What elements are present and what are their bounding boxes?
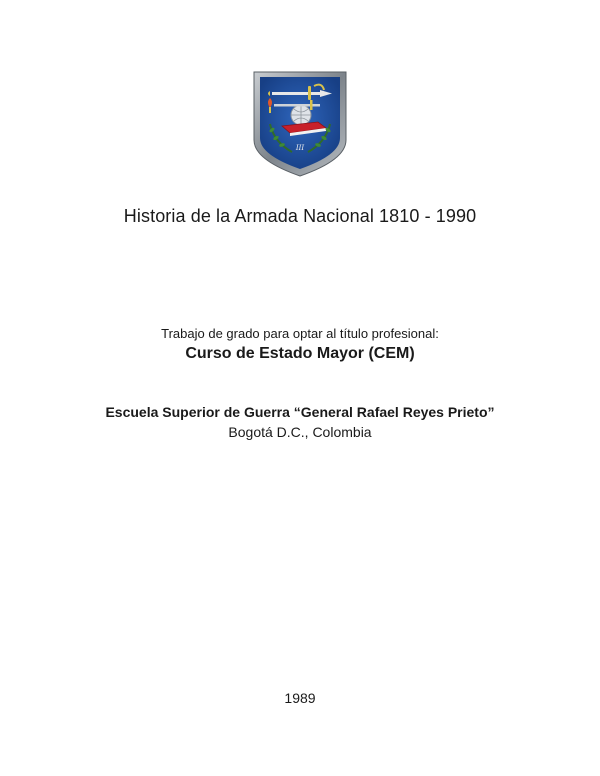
course-name: Curso de Estado Mayor (CEM) (185, 345, 415, 362)
naval-war-school-crest-icon (252, 68, 348, 178)
publication-year: 1989 (284, 690, 316, 706)
svg-text:III: III (295, 144, 305, 152)
location: Bogotá D.C., Colombia (228, 424, 372, 440)
school-name: Escuela Superior de Guerra “General Rafael Reyes Prieto” (105, 404, 495, 420)
degree-subtitle: Trabajo de grado para optar al título profesional: (161, 326, 439, 341)
document-title: Historia de la Armada Nacional 1810 - 1990 (123, 206, 477, 226)
